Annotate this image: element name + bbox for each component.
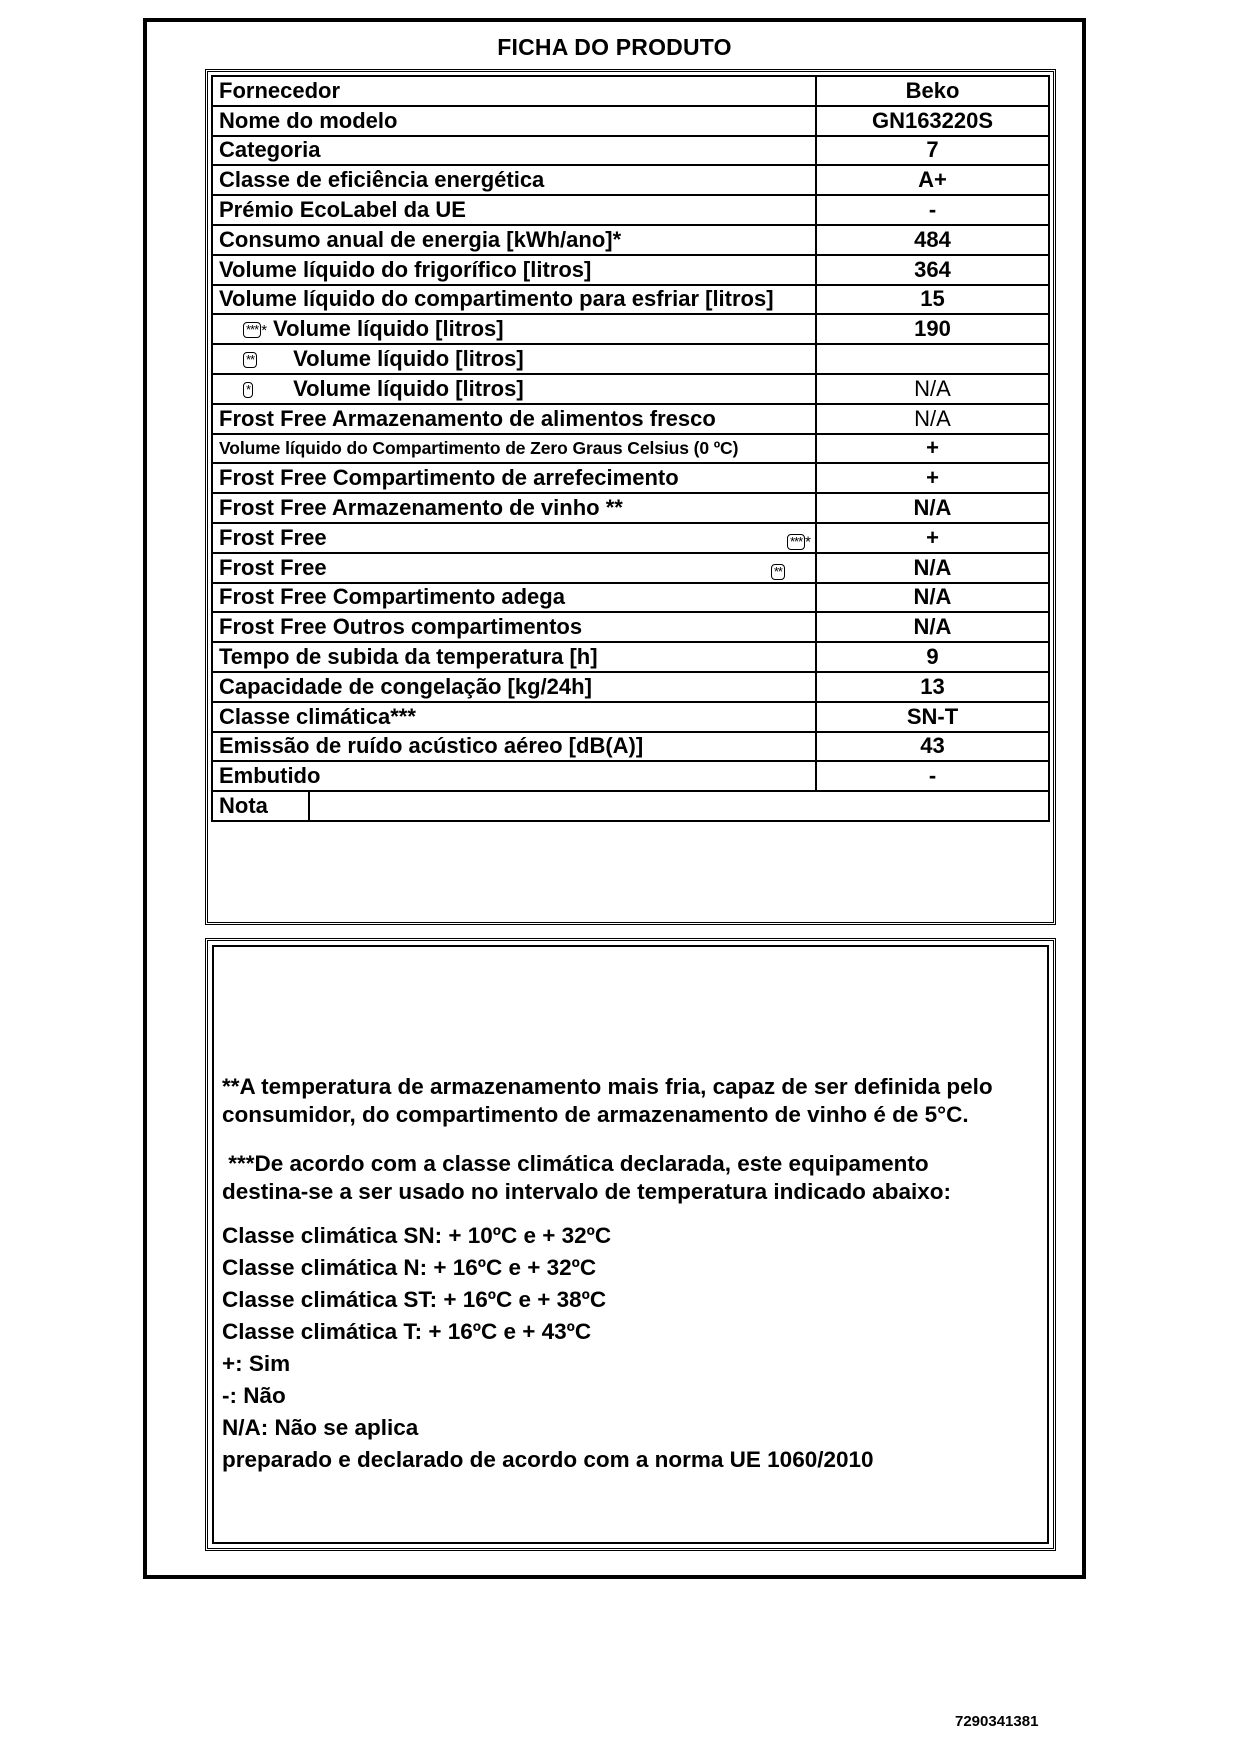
three-star-icon: *** <box>243 322 261 338</box>
row-value: + <box>816 434 1049 464</box>
row-label: Volume líquido do frigorífico [litros] <box>212 255 816 285</box>
table-row <box>212 76 1049 106</box>
row-value: N/A <box>816 493 1049 523</box>
legend-na: N/A: Não se aplica <box>222 1415 419 1440</box>
row-value: 190 <box>816 314 1049 344</box>
row-label: *** * Volume líquido [litros] <box>212 314 816 344</box>
row-label: Fornecedor <box>212 76 816 106</box>
regulation-note: preparado e declarado de acordo com a norma UE 1060/2010 <box>222 1447 874 1472</box>
row-label: Frost Free Compartimento adega <box>212 583 816 613</box>
climate-class-st: Classe climática ST: + 16ºC e + 38ºC <box>222 1287 607 1312</box>
nota-cell <box>212 791 1049 821</box>
row-label: Tempo de subida da temperatura [h] <box>212 642 816 672</box>
row-label: ** Volume líquido [litros] <box>212 344 816 374</box>
row-label: Nome do modelo <box>212 106 816 136</box>
document-code: 7290341381 <box>955 1713 1039 1730</box>
spec-table <box>211 75 1050 822</box>
row-label: Capacidade de congelação [kg/24h] <box>212 672 816 702</box>
row-value: - <box>816 761 1049 791</box>
table-row <box>212 404 1049 434</box>
climate-class-t: Classe climática T: + 16ºC e + 43ºC <box>222 1319 592 1344</box>
climate-note-line-2: destina-se a ser usado no intervalo de temperatura indicado abaixo: <box>222 1179 951 1204</box>
table-row <box>212 702 1049 732</box>
table-row <box>212 553 1049 583</box>
row-value: 43 <box>816 732 1049 762</box>
row-value: 7 <box>816 136 1049 166</box>
row-value: 484 <box>816 225 1049 255</box>
climate-note-line-1: ***De acordo com a classe climática declarada, este equipamento <box>222 1151 929 1176</box>
table-row <box>212 136 1049 166</box>
nota-label: Nota <box>213 792 310 820</box>
nota-value <box>310 792 1048 820</box>
row-label: Frost Free *** * <box>212 523 816 553</box>
row-value: SN-T <box>816 702 1049 732</box>
legend-yes: +: Sim <box>222 1351 291 1376</box>
two-star-icon: ** <box>243 352 257 368</box>
table-row <box>212 761 1049 791</box>
row-value: + <box>816 523 1049 553</box>
table-row <box>212 285 1049 315</box>
row-value: N/A <box>816 374 1049 404</box>
climate-class-n: Classe climática N: + 16ºC e + 32ºC <box>222 1255 597 1280</box>
row-value: A+ <box>816 165 1049 195</box>
table-row <box>212 195 1049 225</box>
two-star-icon: ** <box>771 564 785 580</box>
table-row <box>212 612 1049 642</box>
table-row <box>212 493 1049 523</box>
table-row <box>212 583 1049 613</box>
row-label: Volume líquido do Compartimento de Zero Graus Celsius (0 ºC) <box>212 434 816 464</box>
row-label: * Volume líquido [litros] <box>212 374 816 404</box>
page-title: FICHA DO PRODUTO <box>497 34 732 60</box>
table-row <box>212 642 1049 672</box>
row-value: Beko <box>816 76 1049 106</box>
climate-class-sn: Classe climática SN: + 10ºC e + 32ºC <box>222 1223 612 1248</box>
row-label: Frost Free ** <box>212 553 816 583</box>
table-row <box>212 732 1049 762</box>
table-row <box>212 314 1049 344</box>
row-label: Classe de eficiência energética <box>212 165 816 195</box>
row-value <box>816 344 1049 374</box>
product-sheet <box>143 18 1086 1579</box>
row-value: 364 <box>816 255 1049 285</box>
row-value: GN163220S <box>816 106 1049 136</box>
table-row <box>212 523 1049 553</box>
table-row <box>212 255 1049 285</box>
notes-panel <box>212 945 1049 1544</box>
table-row <box>212 106 1049 136</box>
extra-star-icon: * <box>261 321 268 339</box>
row-value: 15 <box>816 285 1049 315</box>
row-value: N/A <box>816 404 1049 434</box>
legend-no: -: Não <box>222 1383 286 1408</box>
row-label: Frost Free Outros compartimentos <box>212 612 816 642</box>
spec-table-frame <box>205 69 1056 925</box>
wine-note-line-2: consumidor, do compartimento de armazenamento de vinho é de 5°C. <box>222 1102 969 1127</box>
row-label: Prémio EcoLabel da UE <box>212 195 816 225</box>
row-label: Frost Free Armazenamento de vinho ** <box>212 493 816 523</box>
nota-row <box>212 791 1049 821</box>
row-value: N/A <box>816 583 1049 613</box>
table-row <box>212 672 1049 702</box>
row-value: N/A <box>816 553 1049 583</box>
table-row <box>212 165 1049 195</box>
row-value: 13 <box>816 672 1049 702</box>
row-value: N/A <box>816 612 1049 642</box>
notes-frame <box>205 938 1056 1551</box>
one-star-icon: * <box>243 382 253 398</box>
row-label: Emissão de ruído acústico aéreo [dB(A)] <box>212 732 816 762</box>
table-row <box>212 463 1049 493</box>
row-label: Frost Free Compartimento de arrefecimento <box>212 463 816 493</box>
row-value: 9 <box>816 642 1049 672</box>
three-star-icon: *** <box>787 534 805 550</box>
wine-note-line-1: **A temperatura de armazenamento mais fria, capaz de ser definida pelo <box>222 1074 993 1099</box>
row-label: Embutido <box>212 761 816 791</box>
row-label: Consumo anual de energia [kWh/ano]* <box>212 225 816 255</box>
row-value: - <box>816 195 1049 225</box>
table-row <box>212 374 1049 404</box>
row-label: Classe climática*** <box>212 702 816 732</box>
table-row <box>212 225 1049 255</box>
row-label: Categoria <box>212 136 816 166</box>
extra-star-icon: * <box>805 533 811 551</box>
row-value: + <box>816 463 1049 493</box>
table-row <box>212 434 1049 464</box>
row-label: Frost Free Armazenamento de alimentos fresco <box>212 404 816 434</box>
table-row <box>212 344 1049 374</box>
row-label: Volume líquido do compartimento para esfriar [litros] <box>212 285 816 315</box>
